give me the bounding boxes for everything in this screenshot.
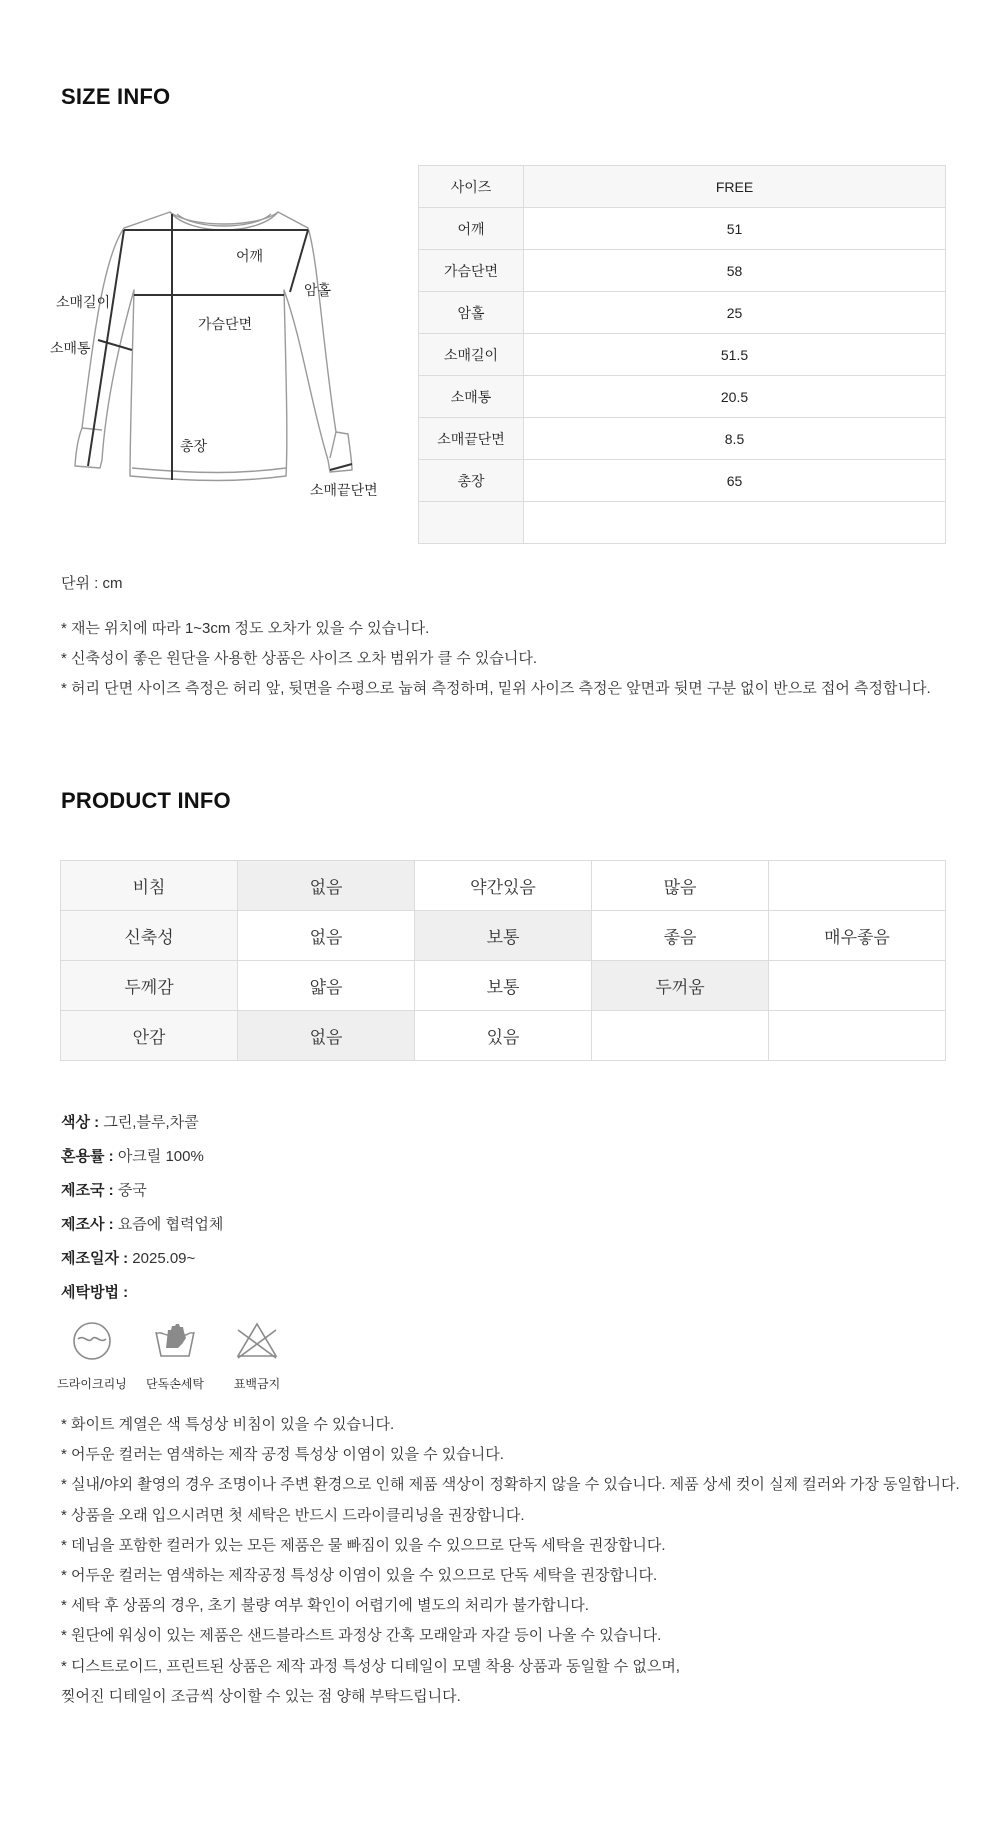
size-row-label: 소매길이 [419,334,524,376]
size-row-value [524,502,946,544]
size-row-label: 가슴단면 [419,250,524,292]
attr-option-selected: 없음 [238,861,415,911]
wash-label-text: 표백금지 [233,1377,281,1391]
country-label: 제조국 : [61,1182,114,1199]
size-row-label: 암홀 [419,292,524,334]
list-item: * 실내/야외 촬영의 경우 조명이나 주변 환경으로 인해 제품 색상이 정확하지 않을 수 있습니다. 제품 상세 컷이 실제 컬러와 가장 동일합니다. [61,1476,960,1494]
list-item: * 세탁 후 상품의 경우, 초기 불량 여부 확인이 어렵기에 별도의 처리가 불가합니다. [61,1597,589,1615]
size-header-value: FREE [524,166,946,208]
list-item: * 어두운 컬러는 염색하는 제작공정 특성상 이염이 있을 수 있으므로 단독 세탁을 권장합니다. [61,1567,658,1585]
attr-option [769,961,946,1011]
material-value: 아크릴 100% [117,1148,204,1165]
size-info-title: SIZE INFO [61,84,171,109]
date-label: 제조일자 : [61,1250,129,1267]
attr-option-selected: 보통 [415,911,592,961]
label-armhole: 암홀 [304,282,332,298]
list-item: * 데님을 포함한 컬러가 있는 모든 제품은 물 빠짐이 있을 수 있으므로 단독 세탁을 권장합니다. [61,1536,666,1554]
list-item: * 허리 단면 사이즈 측정은 허리 앞, 뒷면을 수평으로 눕혀 측정하며, 밑위 사이즈 측정은 앞면과 뒷면 구분 없이 반으로 접어 측정합니다. [61,680,931,698]
table-row [419,250,946,292]
attr-option: 보통 [415,961,592,1011]
size-row-value: 25 [524,292,946,334]
attr-option: 없음 [238,911,415,961]
attr-option: 약간있음 [415,861,592,911]
attr-option: 좋음 [592,911,769,961]
table-row [419,334,946,376]
list-item: * 신축성이 좋은 원단을 사용한 상품은 사이즈 오차 범위가 클 수 있습니다. [61,650,538,668]
dry-cleaning-icon [69,1318,115,1364]
maker-info [61,1213,223,1234]
size-notes [61,614,931,705]
attr-option-selected: 두꺼움 [592,961,769,1011]
attr-option-selected: 없음 [238,1011,415,1061]
size-row-value: 20.5 [524,376,946,418]
attr-option [592,1011,769,1061]
table-row [419,292,946,334]
attr-label: 안감 [61,1011,238,1061]
material-label: 혼용률 : [61,1148,114,1165]
date-value: 2025.09~ [132,1250,196,1267]
maker-label: 제조사 : [61,1216,114,1233]
size-row-value: 58 [524,250,946,292]
country-info [61,1179,147,1200]
size-diagram [40,200,390,510]
wash-label: 세탁방법 : [61,1284,129,1301]
material-info [61,1145,204,1166]
size-row-value: 8.5 [524,418,946,460]
list-item: * 재는 위치에 따라 1~3cm 정도 오차가 있을 수 있습니다. [61,620,430,637]
size-header-label: 사이즈 [419,166,524,208]
attr-option [769,1011,946,1061]
list-item: 찢어진 디테일이 조금씩 상이할 수 있는 점 양해 부탁드립니다. [61,1687,461,1705]
color-value: 그린,블루,차콜 [103,1114,199,1131]
size-row-label: 소매통 [419,376,524,418]
country-value: 중국 [117,1182,147,1199]
no-bleach-icon [234,1318,280,1364]
product-notes [61,1410,960,1712]
size-row-label: 어깨 [419,208,524,250]
hand-wash-icon [152,1318,198,1364]
wash-item [52,1318,132,1392]
list-item: * 어두운 컬러는 염색하는 제작 공정 특성상 이염이 있을 수 있습니다. [61,1446,504,1464]
attr-label: 비침 [61,861,238,911]
table-row [61,1011,946,1061]
attr-option: 얇음 [238,961,415,1011]
date-info [61,1247,195,1268]
sweater-illustration [40,200,390,510]
size-row-label: 총장 [419,460,524,502]
unit-text: 단위 : cm [61,575,123,592]
size-row-value: 51 [524,208,946,250]
color-label: 색상 : [61,1114,100,1131]
maker-value: 요즘에 협력업체 [117,1216,224,1233]
size-row-label: 소매끝단면 [419,418,524,460]
wash-label-text: 단독손세탁 [146,1377,204,1391]
table-row [419,208,946,250]
label-shoulder: 어깨 [236,248,264,264]
list-item: * 원단에 워싱이 있는 제품은 샌드블라스트 과정상 간혹 모래알과 자갈 등이 나올 수 있습니다. [61,1627,662,1645]
list-item: * 화이트 계열은 색 특성상 비침이 있을 수 있습니다. [61,1416,395,1433]
list-item: * 상품을 오래 입으시려면 첫 세탁은 반드시 드라이클리닝을 권장합니다. [61,1506,525,1524]
wash-item [135,1318,215,1392]
size-table-header [419,166,946,208]
attr-label: 두께감 [61,961,238,1011]
table-row [61,961,946,1011]
product-info-title: PRODUCT INFO [61,788,231,813]
list-item: * 디스트로이드, 프린트된 상품은 제작 과정 특성상 디테일이 모델 착용 상품과 동일할 수 없으며, [61,1657,680,1675]
attr-option: 많음 [592,861,769,911]
label-chest: 가슴단면 [198,316,253,332]
table-row [419,418,946,460]
size-row-value: 51.5 [524,334,946,376]
attr-label: 신축성 [61,911,238,961]
attr-option: 있음 [415,1011,592,1061]
table-row [61,861,946,911]
table-row [61,911,946,961]
table-row [419,502,946,544]
table-row [419,460,946,502]
color-info [61,1111,199,1132]
label-cuff: 소매끝단면 [310,482,378,498]
size-row-label [419,502,524,544]
wash-info [61,1281,128,1302]
size-row-value: 65 [524,460,946,502]
attr-option: 매우좋음 [769,911,946,961]
label-sleeve-length: 소매길이 [56,294,111,310]
label-sleeve-width: 소매통 [50,340,91,356]
attr-option [769,861,946,911]
label-total-length: 총장 [180,438,208,454]
size-table [418,165,946,544]
product-attribute-table [60,860,946,1061]
wash-label-text: 드라이크리닝 [57,1377,127,1391]
table-row [419,376,946,418]
wash-item [217,1318,297,1392]
